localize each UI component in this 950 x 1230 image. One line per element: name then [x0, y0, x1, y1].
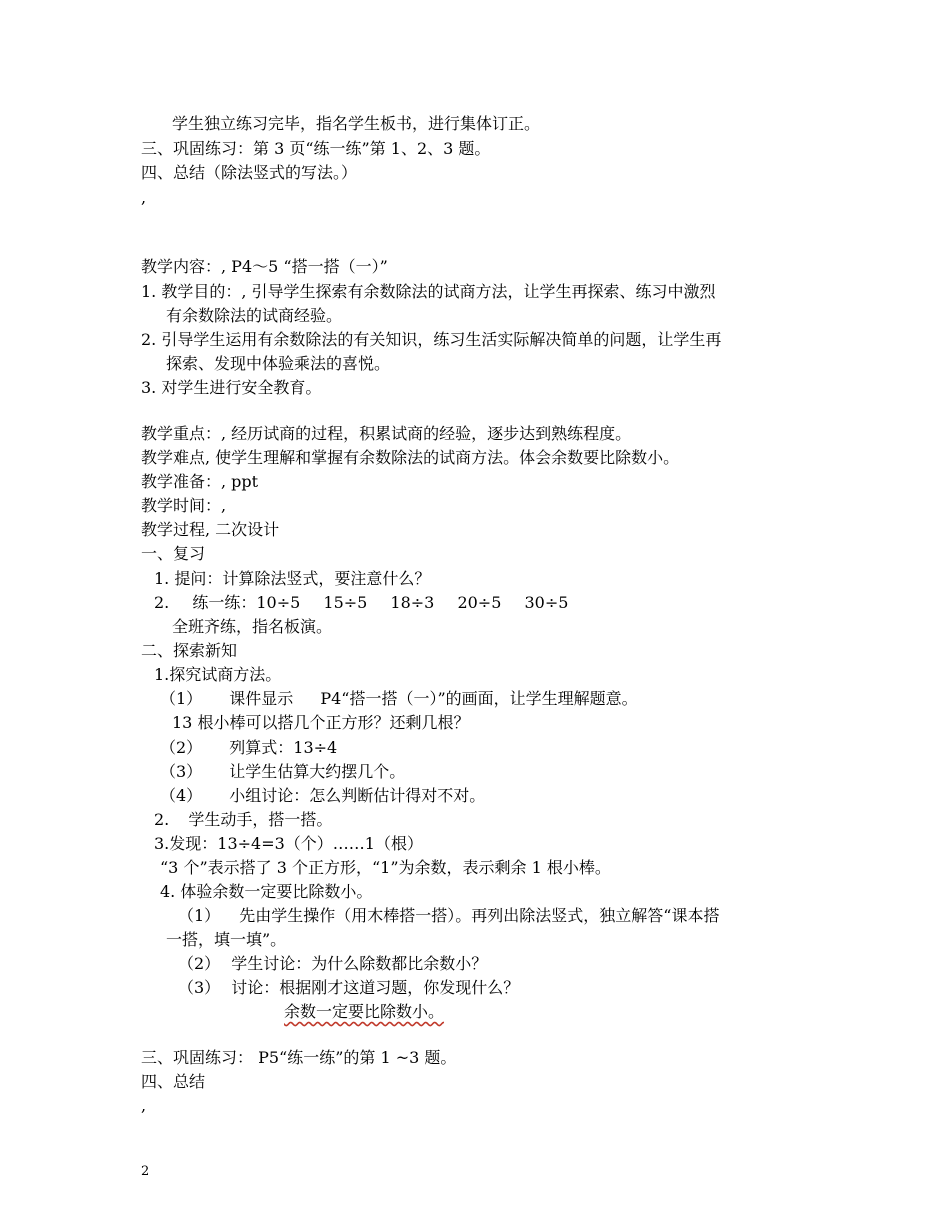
text-line: 教学准备：, ppt	[141, 472, 259, 491]
list-item: 1. 提问：计算除法竖式，要注意什么？	[154, 569, 431, 588]
section-heading: 四、总结	[141, 1072, 206, 1091]
list-item: 2. 练一练：10÷5 15÷5 18÷3 20÷5 30÷5	[154, 593, 569, 612]
list-item: （2） 学生讨论：为什么除数都比余数小？	[178, 954, 488, 973]
list-item: 2. 学生动手，搭一搭。	[154, 810, 333, 829]
text-line: 教学重点：, 经历试商的过程，积累试商的经验，逐步达到熟练程度。	[141, 424, 632, 443]
list-item: 1. 教学目的：, 引导学生探索有余数除法的试商方法，让学生再探索、练习中激烈	[141, 282, 716, 301]
text-line: 教学内容：, P4～5 “搭一搭（一）”	[141, 257, 388, 276]
list-item: （2） 列算式：13÷4	[160, 738, 338, 757]
section-heading: 一、复习	[141, 544, 206, 563]
text-line: 有余数除法的试商经验。	[166, 306, 343, 325]
list-item: （1） 课件显示 P4“搭一搭（一）”的画面，让学生理解题意。	[160, 689, 638, 708]
section-heading: 三、巩固练习： P5“练一练”的第 1 ~3 题。	[141, 1048, 457, 1067]
section-heading: 四、总结（除法竖式的写法。）	[141, 163, 358, 182]
list-item: 1.探究试商方法。	[154, 665, 282, 684]
section-heading: 三、巩固练习：第 3 页“练一练”第 1、2、3 题。	[141, 139, 491, 158]
list-item: 4. 体验余数一定要比除数小。	[160, 882, 373, 901]
text-line: 探索、发现中体验乘法的喜悦。	[166, 354, 391, 373]
text-line: ,	[141, 1096, 147, 1115]
list-item: （3） 让学生估算大约摆几个。	[160, 762, 406, 781]
text-line: “3 个”表示搭了 3 个正方形，“1”为余数，表示剩余 1 根小棒。	[160, 858, 611, 877]
text-line: 学生独立练习完毕，指名学生板书，进行集体订正。	[172, 114, 541, 133]
list-item: （4） 小组讨论：怎么判断估计得对不对。	[160, 786, 486, 805]
section-heading: 二、探索新知	[141, 641, 238, 660]
list-item: 2. 引导学生运用有余数除法的有关知识，练习生活实际解决简单的问题，让学生再	[141, 330, 722, 349]
highlighted-conclusion: 余数一定要比除数小。	[284, 1002, 445, 1021]
text-line: 全班齐练，指名板演。	[172, 617, 333, 636]
list-item: 3. 对学生进行安全教育。	[141, 378, 322, 397]
page-number: 2	[141, 1164, 150, 1179]
text-line: ,	[141, 188, 147, 207]
text-line: 13 根小棒可以搭几个正方形？还剩几根？	[172, 713, 470, 732]
text-line: 一搭，填一填”。	[166, 930, 287, 949]
text-line: 教学时间：,	[141, 496, 227, 515]
text-line: 教学难点, 使学生理解和掌握有余数除法的试商方法。体会余数要比除数小。	[141, 448, 680, 467]
list-item: 3.发现：13÷4=3（个）……1（根）	[154, 834, 423, 853]
list-item: （3） 讨论：根据刚才这道习题，你发现什么？	[178, 978, 520, 997]
text-line: 教学过程, 二次设计	[141, 520, 280, 539]
list-item: （1） 先由学生操作（用木棒搭一搭）。再列出除法竖式，独立解答“课本搭	[178, 906, 720, 925]
